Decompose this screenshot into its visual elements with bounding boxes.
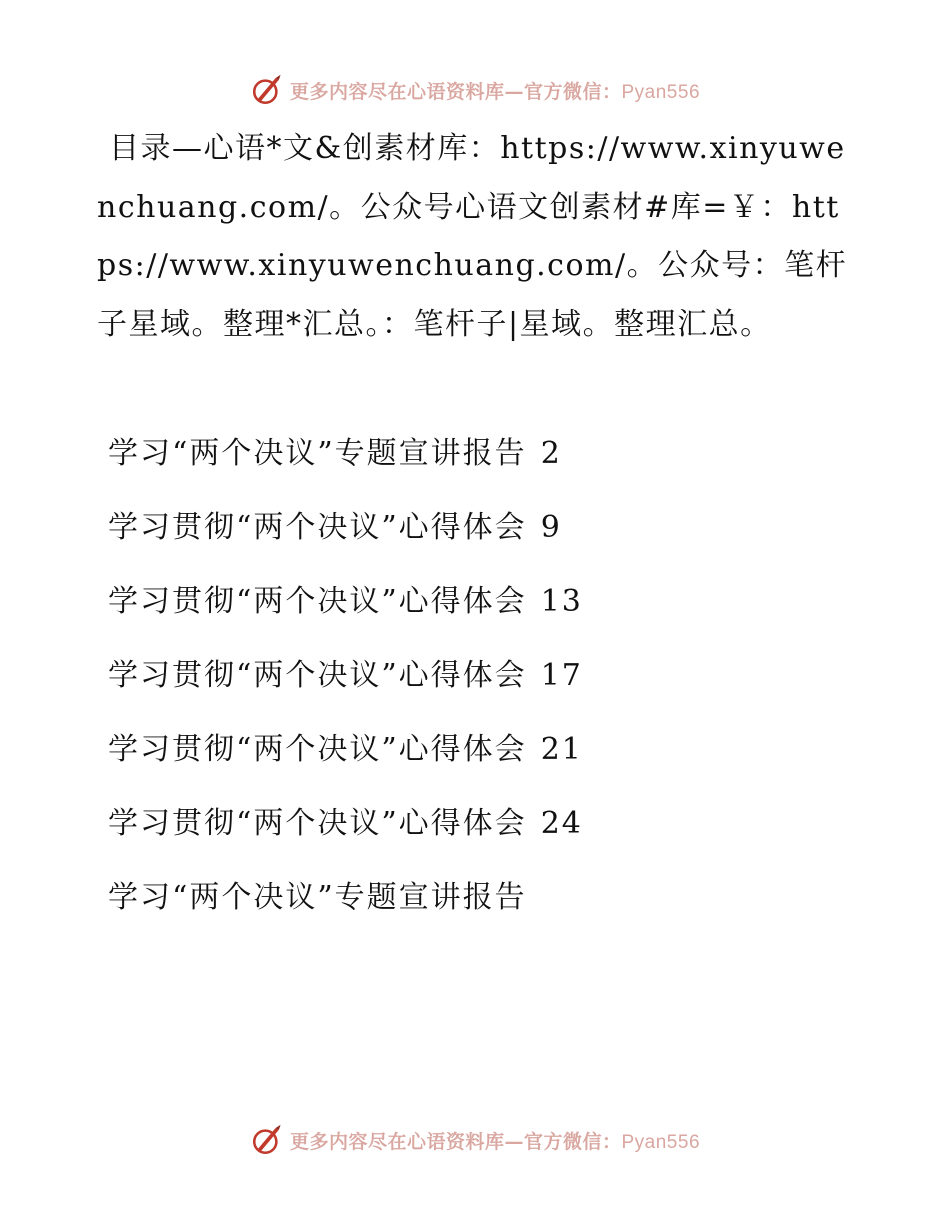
watermark-wechat-id: Pyan556 <box>621 81 701 103</box>
toc-item-page: 13 <box>540 584 583 619</box>
intro-text: 目录—心语*文&创素材库：https://www.xinyuwenchuang.com/。公众号心语文创素材#库=￥：https://www.xinyuwenchuang.com/。公众号：笔杆子星域。整理*汇总。：笔杆子|星域。整理汇总。 <box>97 131 848 342</box>
toc-item <box>108 424 868 498</box>
toc-item <box>108 498 868 572</box>
toc-item-page: 21 <box>540 732 583 767</box>
quill-pen-circle-icon <box>250 73 284 107</box>
toc-item-title: 学习“两个决议”专题宣讲报告 <box>108 436 527 471</box>
table-of-contents <box>108 424 868 942</box>
toc-item-title: 学习贯彻“两个决议”心得体会 <box>108 658 527 693</box>
toc-item <box>108 572 868 646</box>
toc-item-title: 学习贯彻“两个决议”心得体会 <box>108 732 527 767</box>
quill-pen-circle-icon <box>250 1123 284 1157</box>
toc-item <box>108 794 868 868</box>
toc-item-page: 24 <box>540 806 583 841</box>
toc-item <box>108 646 868 720</box>
header-watermark <box>0 70 950 110</box>
watermark-text: 更多内容尽在心语资料库—官方微信：Pyan556 <box>289 1130 701 1153</box>
section-heading <box>108 868 868 942</box>
watermark-wechat-id: Pyan556 <box>621 1131 701 1153</box>
toc-item-title: 学习贯彻“两个决议”心得体会 <box>108 806 527 841</box>
toc-item-page: 9 <box>540 510 562 545</box>
footer-watermark <box>0 1120 950 1160</box>
watermark-text: 更多内容尽在心语资料库—官方微信：Pyan556 <box>289 80 701 103</box>
toc-item-page: 17 <box>540 658 583 693</box>
intro-paragraph <box>97 120 857 354</box>
toc-item-title: 学习贯彻“两个决议”心得体会 <box>108 510 527 545</box>
toc-item-title: 学习贯彻“两个决议”心得体会 <box>108 584 527 619</box>
section-heading-text: 学习“两个决议”专题宣讲报告 <box>108 880 527 915</box>
toc-item <box>108 720 868 794</box>
toc-item-page: 2 <box>540 436 562 471</box>
